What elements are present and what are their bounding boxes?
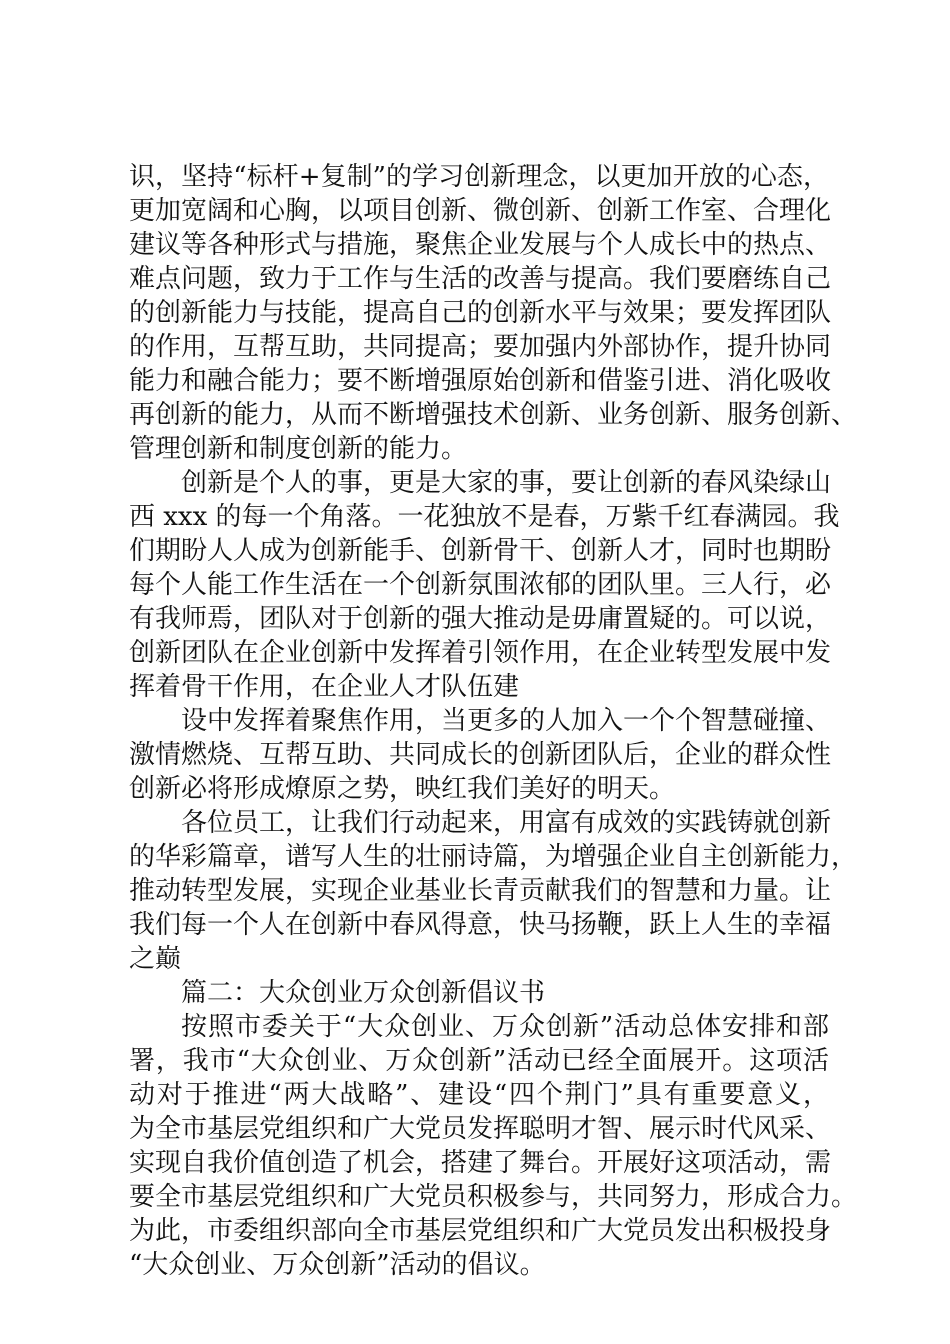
text-line: 们期盼人人成为创新能手、创新骨干、创新人才，同时也期盼 [129, 536, 832, 566]
text-line: 的作用，互帮互助，共同提高；要加强内外部协作，提升协同 [129, 332, 832, 362]
text-line: 为此，市委组织部向全市基层党组织和广大党员发出积极投身 [129, 1216, 832, 1246]
text-line: 的华彩篇章，谱写人生的壮丽诗篇，为增强企业自主创新能力， [129, 842, 858, 872]
text-line: 激情燃烧、互帮互助、共同成长的创新团队后，企业的群众性 [129, 740, 832, 770]
text-line: 设中发挥着聚焦作用，当更多的人加入一个个智慧碰撞、 [181, 706, 832, 736]
text-line: 实现自我价值创造了机会，搭建了舞台。开展好这项活动，需 [129, 1148, 832, 1178]
text-line: 管理创新和制度创新的能力。 [129, 434, 468, 464]
text-line: 建议等各种形式与措施，聚焦企业发展与个人成长中的热点、 [129, 230, 832, 260]
document-body [129, 160, 858, 1282]
text-line: 西 xxx 的每一个角落。一花独放不是春，万紫千红春满园。我 [129, 502, 840, 532]
text-line: 署，我市“大众创业、万众创新”活动已经全面展开。这项活 [129, 1046, 829, 1076]
text-line: 更加宽阔和心胸，以项目创新、微创新、创新工作室、合理化 [129, 196, 832, 226]
text-line: 为全市基层党组织和广大党员发挥聪明才智、展示时代风采、 [129, 1114, 832, 1144]
text-line: 有我师焉，团队对于创新的强大推动是毋庸置疑的。可以说， [129, 604, 832, 634]
text-line: 各位员工，让我们行动起来，用富有成效的实践铸就创新 [181, 808, 832, 838]
section-heading: 篇二：大众创业万众创新倡议书 [181, 978, 546, 1008]
text-line: 动对于推进“两大战略”、建设“四个荆门”具有重要意义， [129, 1080, 829, 1110]
text-line: 要全市基层党组织和广大党员积极参与，共同努力，形成合力。 [129, 1182, 858, 1212]
text-line: 识，坚持“标杆+复制”的学习创新理念，以更加开放的心态， [129, 162, 829, 192]
text-line: 能力和融合能力；要不断增强原始创新和借鉴引进、消化吸收 [129, 366, 832, 396]
text-line: 再创新的能力，从而不断增强技术创新、业务创新、服务创新、 [129, 400, 858, 430]
text-line: 之巅 [129, 944, 182, 974]
text-line: 创新必将形成燎原之势，映红我们美好的明天。 [129, 774, 676, 804]
text-line: 每个人能工作生活在一个创新氛围浓郁的团队里。三人行，必 [129, 570, 832, 600]
text-line: 难点问题，致力于工作与生活的改善与提高。我们要磨练自己 [129, 264, 832, 294]
text-line: 我们每一个人在创新中春风得意，快马扬鞭，跃上人生的幸福 [129, 910, 832, 940]
text-line: 的创新能力与技能，提高自己的创新水平与效果；要发挥团队 [129, 298, 832, 328]
text-line: 推动转型发展，实现企业基业长青贡献我们的智慧和力量。让 [129, 876, 832, 906]
text-line: 创新团队在企业创新中发挥着引领作用，在企业转型发展中发 [129, 638, 832, 668]
text-line: 按照市委关于“大众创业、万众创新”活动总体安排和部 [181, 1012, 829, 1042]
text-line: 创新是个人的事，更是大家的事，要让创新的春风染绿山 [181, 468, 832, 498]
text-line: “大众创业、万众创新”活动的倡议。 [129, 1250, 546, 1280]
text-line: 挥着骨干作用，在企业人才队伍建 [129, 672, 520, 702]
